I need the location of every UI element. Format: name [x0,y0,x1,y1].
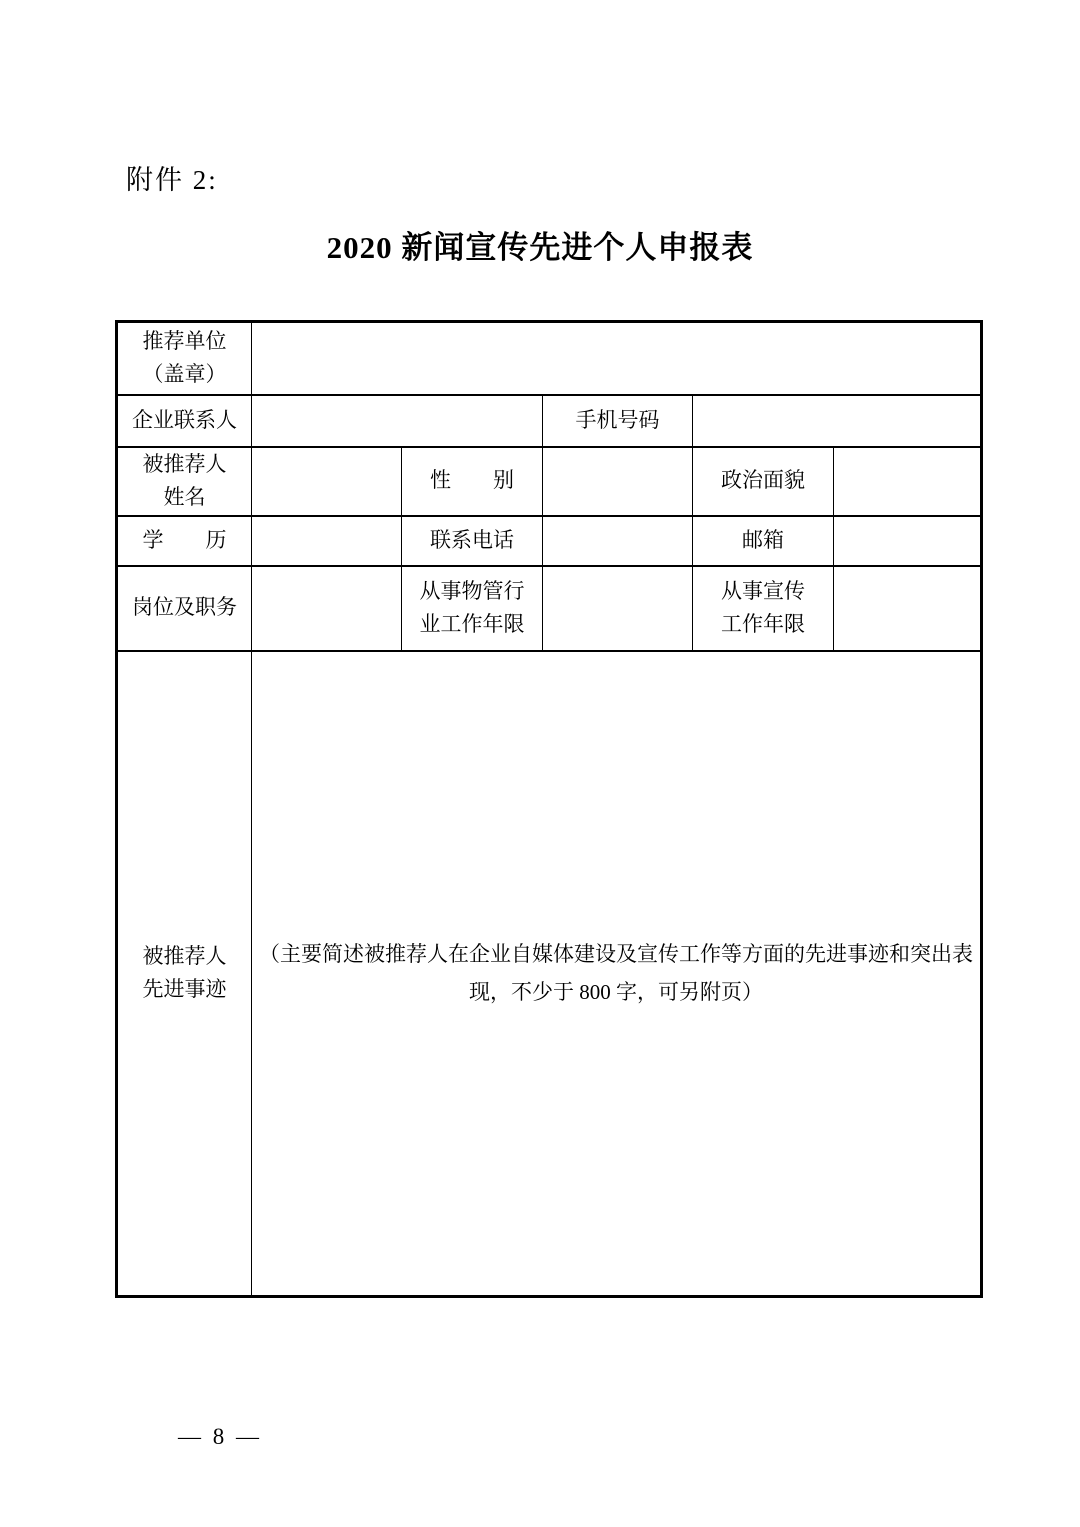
education-value-cell [252,516,402,566]
nominee-name-label [117,447,252,516]
company-contact-label: 企业联系人 [117,395,252,447]
nominee-name-label-line2: 姓名 [163,485,206,510]
education-label: 学 历 [117,516,252,566]
deeds-label [117,651,252,1297]
recommending-unit-value-cell [252,322,982,395]
mobile-label: 手机号码 [543,395,693,447]
recommending-unit-label [117,322,252,395]
position-label: 岗位及职务 [117,566,252,651]
deeds-label-line2: 先进事迹 [142,977,227,1002]
email-value-cell [834,516,982,566]
row-company-contact [117,395,982,447]
row-position [117,566,982,651]
deeds-note-line2: 现，不少于 800 字，可另附页） [469,980,764,1005]
gender-label: 性 别 [402,447,543,516]
publicity-years-label [693,566,834,651]
pm-industry-years-label-line2: 业工作年限 [419,612,525,637]
row-nominee-name [117,447,982,516]
application-form-table [115,320,983,1298]
deeds-label-line1: 被推荐人 [142,943,227,968]
publicity-years-value-cell [834,566,982,651]
deeds-note-line1: （主要简述被推荐人在企业自媒体建设及宣传工作等方面的先进事迹和突出表 [259,942,974,967]
recommending-unit-label-line1: 推荐单位 [142,328,227,353]
page-number: — 8 — [178,1424,262,1449]
row-education [117,516,982,566]
political-status-label: 政治面貌 [693,447,834,516]
contact-phone-value-cell [543,516,693,566]
nominee-name-label-line1: 被推荐人 [142,451,227,476]
attachment-label: 附件 2: [126,165,218,195]
gender-value-cell [543,447,693,516]
publicity-years-label-line1: 从事宣传 [721,578,805,603]
publicity-years-label-line2: 工作年限 [721,612,805,637]
row-deeds [117,651,982,1297]
email-label: 邮箱 [693,516,834,566]
pm-industry-years-value-cell [543,566,693,651]
contact-phone-label: 联系电话 [402,516,543,566]
pm-industry-years-label [402,566,543,651]
nominee-name-value-cell [252,447,402,516]
mobile-value-cell [693,395,982,447]
row-recommending-unit [117,322,982,395]
recommending-unit-label-line2: （盖章） [142,362,227,387]
political-status-value-cell [834,447,982,516]
page-title: 2020 新闻宣传先进个人申报表 [326,230,754,265]
company-contact-value-cell [252,395,543,447]
position-value-cell [252,566,402,651]
deeds-value-cell [252,651,982,1297]
pm-industry-years-label-line1: 从事物管行 [419,578,525,603]
